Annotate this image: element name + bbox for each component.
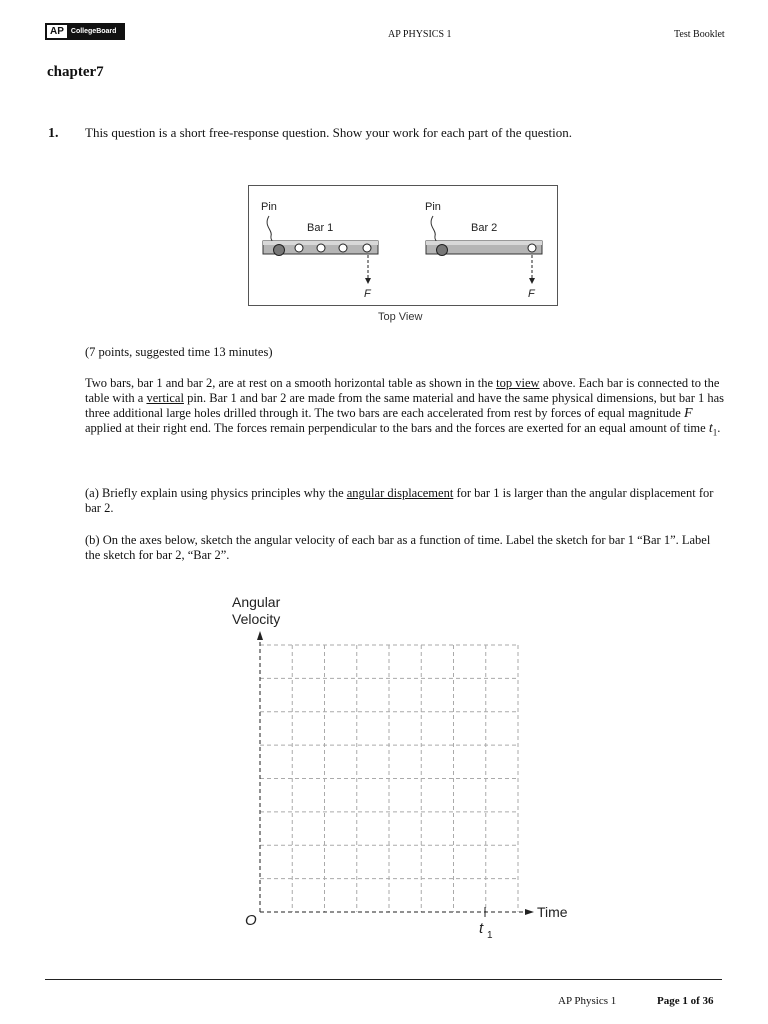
part-b: (b) On the axes below, sketch the angular velocity of each bar as a function of time. Label the sketch for bar 1 “Bar 1”. Label the sketch for bar 2, “Bar 2”. (85, 533, 711, 562)
footer-divider (45, 979, 722, 980)
chapter-title: chapter7 (47, 64, 104, 80)
question-number: 1. (48, 126, 59, 141)
hole-icon (363, 244, 371, 252)
figure-caption: Top View (378, 311, 423, 323)
angular-velocity-axes (225, 585, 585, 940)
pin1-label: Pin (261, 201, 277, 213)
hole-icon (528, 244, 536, 252)
t1-label: t (479, 920, 484, 937)
hole-icon (339, 244, 347, 252)
bar2 (426, 241, 542, 256)
top-view-figure (248, 185, 558, 306)
force1-label: F (364, 288, 371, 300)
force1-arrowhead (365, 278, 371, 284)
pin2-icon (437, 245, 448, 256)
t1-subscript: 1 (487, 930, 493, 940)
footer-subject: AP Physics 1 (558, 995, 617, 1007)
ap-collegeboard-logo (45, 23, 125, 40)
bar1-label: Bar 1 (307, 222, 334, 234)
y-axis-arrowhead (257, 631, 263, 640)
origin-label: O (245, 912, 257, 929)
logo-collegeboard-text: CollegeBoard (70, 28, 117, 35)
force2-arrowhead (529, 278, 535, 284)
header-right: Test Booklet (674, 29, 725, 40)
header-title: AP PHYSICS 1 (388, 29, 452, 40)
bar2-label: Bar 2 (471, 222, 498, 234)
top-view-link: top view (496, 376, 540, 390)
force2-label: F (528, 288, 535, 300)
y-axis-label-line1: Angular (232, 594, 281, 610)
y-axis-label-line2: Velocity (232, 611, 281, 627)
problem-paragraph: Two bars, bar 1 and bar 2, are at rest on a smooth horizontal table as shown in the top view above. Each bar is connected to the table with a vertical pin. Bar 1 and bar 2 are made from the same material and have the same physical dimensions, but bar 1 has three additional large holes drilled through it. The two bars are each accelerated from rest by forces of equal magnitude F applied at their right end. The forces remain perpendicular to the bars and the forces are exerted for an equal amount of time $t_1$. (85, 376, 725, 438)
logo-ap-text: AP (47, 25, 67, 38)
x-axis-arrowhead (525, 909, 534, 915)
bar1 (263, 241, 378, 256)
part-a: (a) Briefly explain using physics principles why the angular displacement for bar 1 is larger than the angular displacement for bar 2. (85, 486, 714, 515)
pin2-label: Pin (425, 201, 441, 213)
graph-grid (260, 645, 518, 912)
question-intro: This question is a short free-response question. Show your work for each part of the question. (85, 125, 573, 140)
bars-diagram (249, 186, 557, 305)
points-line: (7 points, suggested time 13 minutes) (85, 345, 273, 359)
hole-icon (295, 244, 303, 252)
footer-page: Page 1 of 36 (657, 995, 714, 1007)
hole-icon (317, 244, 325, 252)
x-axis-label: Time (537, 904, 568, 920)
pin1-icon (274, 245, 285, 256)
